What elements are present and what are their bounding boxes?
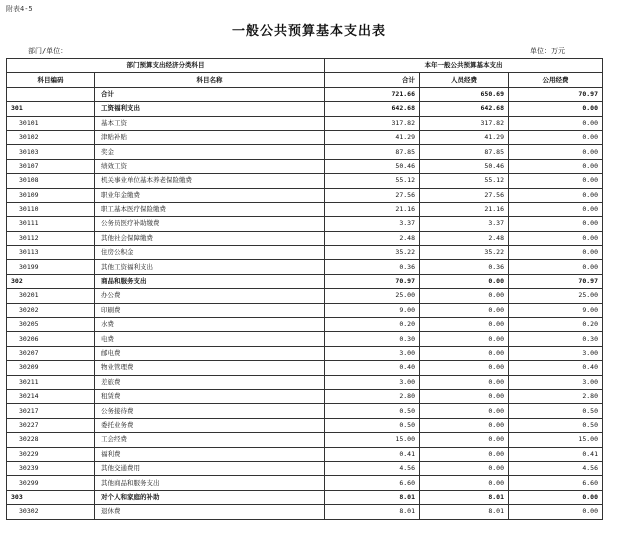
- cell-code[interactable]: 30111: [7, 217, 95, 231]
- cell-personnel[interactable]: 50.46: [420, 159, 509, 173]
- cell-personnel[interactable]: 0.36: [420, 260, 509, 274]
- cell-total[interactable]: 55.12: [325, 174, 420, 188]
- table-row[interactable]: [7, 433, 603, 447]
- cell-total[interactable]: 2.48: [325, 231, 420, 245]
- cell-public[interactable]: 6.60: [509, 476, 603, 490]
- cell-code[interactable]: [7, 87, 95, 101]
- cell-name[interactable]: 绩效工资: [95, 159, 325, 173]
- table-row[interactable]: [7, 260, 603, 274]
- cell-name[interactable]: 印刷费: [95, 303, 325, 317]
- cell-total[interactable]: 70.97: [325, 274, 420, 288]
- unit-label: 单位：万元: [530, 47, 565, 55]
- cell-code[interactable]: 30209: [7, 361, 95, 375]
- cell-code[interactable]: 303: [7, 490, 95, 504]
- cell-personnel[interactable]: 0.00: [420, 375, 509, 389]
- cell-public[interactable]: 0.41: [509, 447, 603, 461]
- cell-personnel[interactable]: 0.00: [420, 289, 509, 303]
- cell-total[interactable]: 642.68: [325, 102, 420, 116]
- cell-total[interactable]: 0.50: [325, 418, 420, 432]
- cell-name[interactable]: 公务接待费: [95, 404, 325, 418]
- cell-total[interactable]: 2.80: [325, 389, 420, 403]
- table-row[interactable]: [7, 375, 603, 389]
- header-public: 公用经费: [509, 73, 603, 87]
- cell-name[interactable]: 职工基本医疗保险缴费: [95, 202, 325, 216]
- cell-total[interactable]: 721.66: [325, 87, 420, 101]
- cell-public[interactable]: 0.00: [509, 246, 603, 260]
- header-code: 科目编码: [7, 73, 95, 87]
- table-row[interactable]: [7, 217, 603, 231]
- cell-code[interactable]: 30207: [7, 346, 95, 360]
- cell-public[interactable]: 0.00: [509, 490, 603, 504]
- cell-name[interactable]: 工资福利支出: [95, 102, 325, 116]
- table-row[interactable]: [7, 505, 603, 519]
- cell-public[interactable]: 3.00: [509, 346, 603, 360]
- cell-code[interactable]: 30107: [7, 159, 95, 173]
- cell-personnel[interactable]: 0.00: [420, 447, 509, 461]
- cell-code[interactable]: 30110: [7, 202, 95, 216]
- cell-name[interactable]: 奖金: [95, 145, 325, 159]
- table-row[interactable]: [7, 145, 603, 159]
- cell-personnel[interactable]: 2.48: [420, 231, 509, 245]
- cell-personnel[interactable]: 41.29: [420, 130, 509, 144]
- header-column-row: [7, 73, 603, 87]
- cell-code[interactable]: 30299: [7, 476, 95, 490]
- table-row[interactable]: [7, 303, 603, 317]
- cell-name[interactable]: 其他交通费用: [95, 461, 325, 475]
- table-row[interactable]: [7, 246, 603, 260]
- cell-code[interactable]: 30217: [7, 404, 95, 418]
- table-row[interactable]: [7, 490, 603, 504]
- cell-public[interactable]: 25.00: [509, 289, 603, 303]
- cell-total[interactable]: 0.40: [325, 361, 420, 375]
- cell-public[interactable]: 0.00: [509, 505, 603, 519]
- cell-name[interactable]: 退休费: [95, 505, 325, 519]
- cell-personnel[interactable]: 21.16: [420, 202, 509, 216]
- cell-total[interactable]: 6.60: [325, 476, 420, 490]
- cell-public[interactable]: 0.50: [509, 404, 603, 418]
- table-row[interactable]: [7, 389, 603, 403]
- cell-code[interactable]: 30113: [7, 246, 95, 260]
- cell-public[interactable]: 15.00: [509, 433, 603, 447]
- table-row[interactable]: [7, 231, 603, 245]
- cell-name[interactable]: 住房公积金: [95, 246, 325, 260]
- cell-code[interactable]: 30112: [7, 231, 95, 245]
- table-row[interactable]: [7, 476, 603, 490]
- table-body: [7, 59, 603, 520]
- cell-personnel[interactable]: 3.37: [420, 217, 509, 231]
- cell-total[interactable]: 0.30: [325, 332, 420, 346]
- cell-code[interactable]: 30101: [7, 116, 95, 130]
- cell-code[interactable]: 30202: [7, 303, 95, 317]
- header-name: 科目名称: [95, 73, 325, 87]
- cell-code[interactable]: 30201: [7, 289, 95, 303]
- table-row[interactable]: [7, 404, 603, 418]
- cell-code[interactable]: 30205: [7, 318, 95, 332]
- cell-name[interactable]: 电费: [95, 332, 325, 346]
- cell-code[interactable]: 30239: [7, 461, 95, 475]
- cell-code[interactable]: 30302: [7, 505, 95, 519]
- cell-code[interactable]: 30109: [7, 188, 95, 202]
- cell-personnel[interactable]: 55.12: [420, 174, 509, 188]
- cell-personnel[interactable]: 35.22: [420, 246, 509, 260]
- cell-name[interactable]: 物业管理费: [95, 361, 325, 375]
- table-row[interactable]: [7, 159, 603, 173]
- department-label: 部门/单位：: [28, 47, 68, 55]
- table-row[interactable]: [7, 202, 603, 216]
- cell-total[interactable]: 25.00: [325, 289, 420, 303]
- cell-name[interactable]: 其他社会保障缴费: [95, 231, 325, 245]
- table-row[interactable]: [7, 116, 603, 130]
- cell-total[interactable]: 27.56: [325, 188, 420, 202]
- header-right-group: 本年一般公共预算基本支出: [325, 59, 603, 73]
- table-row[interactable]: [7, 102, 603, 116]
- cell-public[interactable]: 0.00: [509, 102, 603, 116]
- cell-name[interactable]: 对个人和家庭的补助: [95, 490, 325, 504]
- cell-total[interactable]: 41.29: [325, 130, 420, 144]
- cell-personnel[interactable]: 27.56: [420, 188, 509, 202]
- cell-public[interactable]: 0.00: [509, 145, 603, 159]
- cell-code[interactable]: 30199: [7, 260, 95, 274]
- cell-name[interactable]: 合计: [95, 87, 325, 101]
- cell-name[interactable]: 商品和服务支出: [95, 274, 325, 288]
- cell-public[interactable]: 0.00: [509, 202, 603, 216]
- cell-personnel[interactable]: 0.00: [420, 361, 509, 375]
- cell-total[interactable]: 0.36: [325, 260, 420, 274]
- table-row[interactable]: [7, 274, 603, 288]
- table-row[interactable]: [7, 130, 603, 144]
- page-title: 一般公共预算基本支出表: [231, 24, 386, 39]
- cell-name[interactable]: 差旅费: [95, 375, 325, 389]
- cell-name[interactable]: 津贴补贴: [95, 130, 325, 144]
- cell-name[interactable]: 其他商品和服务支出: [95, 476, 325, 490]
- cell-name[interactable]: 办公费: [95, 289, 325, 303]
- cell-personnel[interactable]: 0.00: [420, 404, 509, 418]
- cell-total[interactable]: 87.85: [325, 145, 420, 159]
- cell-public[interactable]: 0.40: [509, 361, 603, 375]
- cell-total[interactable]: 3.00: [325, 346, 420, 360]
- cell-personnel[interactable]: 8.01: [420, 505, 509, 519]
- budget-table: [6, 58, 603, 520]
- cell-personnel[interactable]: 8.01: [420, 490, 509, 504]
- cell-name[interactable]: 水费: [95, 318, 325, 332]
- table-row[interactable]: [7, 289, 603, 303]
- table-row[interactable]: [7, 361, 603, 375]
- cell-public[interactable]: 0.00: [509, 159, 603, 173]
- cell-public[interactable]: 0.00: [509, 231, 603, 245]
- cell-public[interactable]: 2.80: [509, 389, 603, 403]
- cell-name[interactable]: 福利费: [95, 447, 325, 461]
- table-row[interactable]: [7, 447, 603, 461]
- cell-name[interactable]: 机关事业单位基本养老保险缴费: [95, 174, 325, 188]
- cell-name[interactable]: 租赁费: [95, 389, 325, 403]
- cell-code[interactable]: 301: [7, 102, 95, 116]
- cell-total[interactable]: 50.46: [325, 159, 420, 173]
- cell-code[interactable]: 30102: [7, 130, 95, 144]
- cell-total[interactable]: 0.20: [325, 318, 420, 332]
- cell-code[interactable]: 302: [7, 274, 95, 288]
- cell-personnel[interactable]: 87.85: [420, 145, 509, 159]
- table-row[interactable]: [7, 346, 603, 360]
- table-reference-label: 附表4-5: [6, 5, 33, 13]
- cell-personnel[interactable]: 0.00: [420, 433, 509, 447]
- header-total: 合计: [325, 73, 420, 87]
- cell-code[interactable]: 30229: [7, 447, 95, 461]
- cell-public[interactable]: 0.00: [509, 217, 603, 231]
- cell-name[interactable]: 邮电费: [95, 346, 325, 360]
- cell-code[interactable]: 30228: [7, 433, 95, 447]
- cell-personnel[interactable]: 642.68: [420, 102, 509, 116]
- cell-total[interactable]: 21.16: [325, 202, 420, 216]
- cell-name[interactable]: 基本工资: [95, 116, 325, 130]
- cell-total[interactable]: 317.82: [325, 116, 420, 130]
- cell-total[interactable]: 0.50: [325, 404, 420, 418]
- cell-name[interactable]: 职业年金缴费: [95, 188, 325, 202]
- cell-personnel[interactable]: 0.00: [420, 332, 509, 346]
- cell-personnel[interactable]: 650.69: [420, 87, 509, 101]
- table-row[interactable]: [7, 332, 603, 346]
- cell-total[interactable]: 35.22: [325, 246, 420, 260]
- cell-code[interactable]: 30227: [7, 418, 95, 432]
- cell-name[interactable]: 其他工资福利支出: [95, 260, 325, 274]
- cell-total[interactable]: 15.00: [325, 433, 420, 447]
- cell-name[interactable]: 工会经费: [95, 433, 325, 447]
- cell-total[interactable]: 0.41: [325, 447, 420, 461]
- table-row[interactable]: [7, 418, 603, 432]
- cell-personnel[interactable]: 0.00: [420, 318, 509, 332]
- cell-personnel[interactable]: 0.00: [420, 389, 509, 403]
- cell-personnel[interactable]: 0.00: [420, 346, 509, 360]
- cell-public[interactable]: 3.00: [509, 375, 603, 389]
- header-group-row: [7, 59, 603, 73]
- cell-total[interactable]: 4.56: [325, 461, 420, 475]
- cell-total[interactable]: 8.01: [325, 490, 420, 504]
- cell-personnel[interactable]: 0.00: [420, 303, 509, 317]
- cell-personnel[interactable]: 0.00: [420, 461, 509, 475]
- cell-code[interactable]: 30214: [7, 389, 95, 403]
- table-row[interactable]: [7, 188, 603, 202]
- cell-public[interactable]: 0.30: [509, 332, 603, 346]
- cell-personnel[interactable]: 0.00: [420, 274, 509, 288]
- cell-public[interactable]: 70.97: [509, 87, 603, 101]
- table-row[interactable]: [7, 318, 603, 332]
- cell-code[interactable]: 30211: [7, 375, 95, 389]
- table-row[interactable]: [7, 87, 603, 101]
- cell-public[interactable]: 0.00: [509, 174, 603, 188]
- table-row[interactable]: [7, 174, 603, 188]
- cell-public[interactable]: 0.00: [509, 260, 603, 274]
- cell-public[interactable]: 9.00: [509, 303, 603, 317]
- cell-name[interactable]: 委托业务费: [95, 418, 325, 432]
- cell-total[interactable]: 3.37: [325, 217, 420, 231]
- table-row[interactable]: [7, 461, 603, 475]
- cell-public[interactable]: 0.00: [509, 188, 603, 202]
- cell-public[interactable]: 0.50: [509, 418, 603, 432]
- cell-code[interactable]: 30206: [7, 332, 95, 346]
- cell-personnel[interactable]: 0.00: [420, 418, 509, 432]
- cell-public[interactable]: 4.56: [509, 461, 603, 475]
- cell-total[interactable]: 9.00: [325, 303, 420, 317]
- cell-total[interactable]: 3.00: [325, 375, 420, 389]
- cell-code[interactable]: 30108: [7, 174, 95, 188]
- cell-public[interactable]: 0.00: [509, 116, 603, 130]
- cell-code[interactable]: 30103: [7, 145, 95, 159]
- cell-public[interactable]: 0.20: [509, 318, 603, 332]
- cell-public[interactable]: 70.97: [509, 274, 603, 288]
- header-left-group: 部门预算支出经济分类科目: [7, 59, 325, 73]
- cell-personnel[interactable]: 0.00: [420, 476, 509, 490]
- header-personnel: 人员经费: [420, 73, 509, 87]
- cell-name[interactable]: 公务员医疗补助缴费: [95, 217, 325, 231]
- cell-personnel[interactable]: 317.82: [420, 116, 509, 130]
- cell-total[interactable]: 8.01: [325, 505, 420, 519]
- cell-public[interactable]: 0.00: [509, 130, 603, 144]
